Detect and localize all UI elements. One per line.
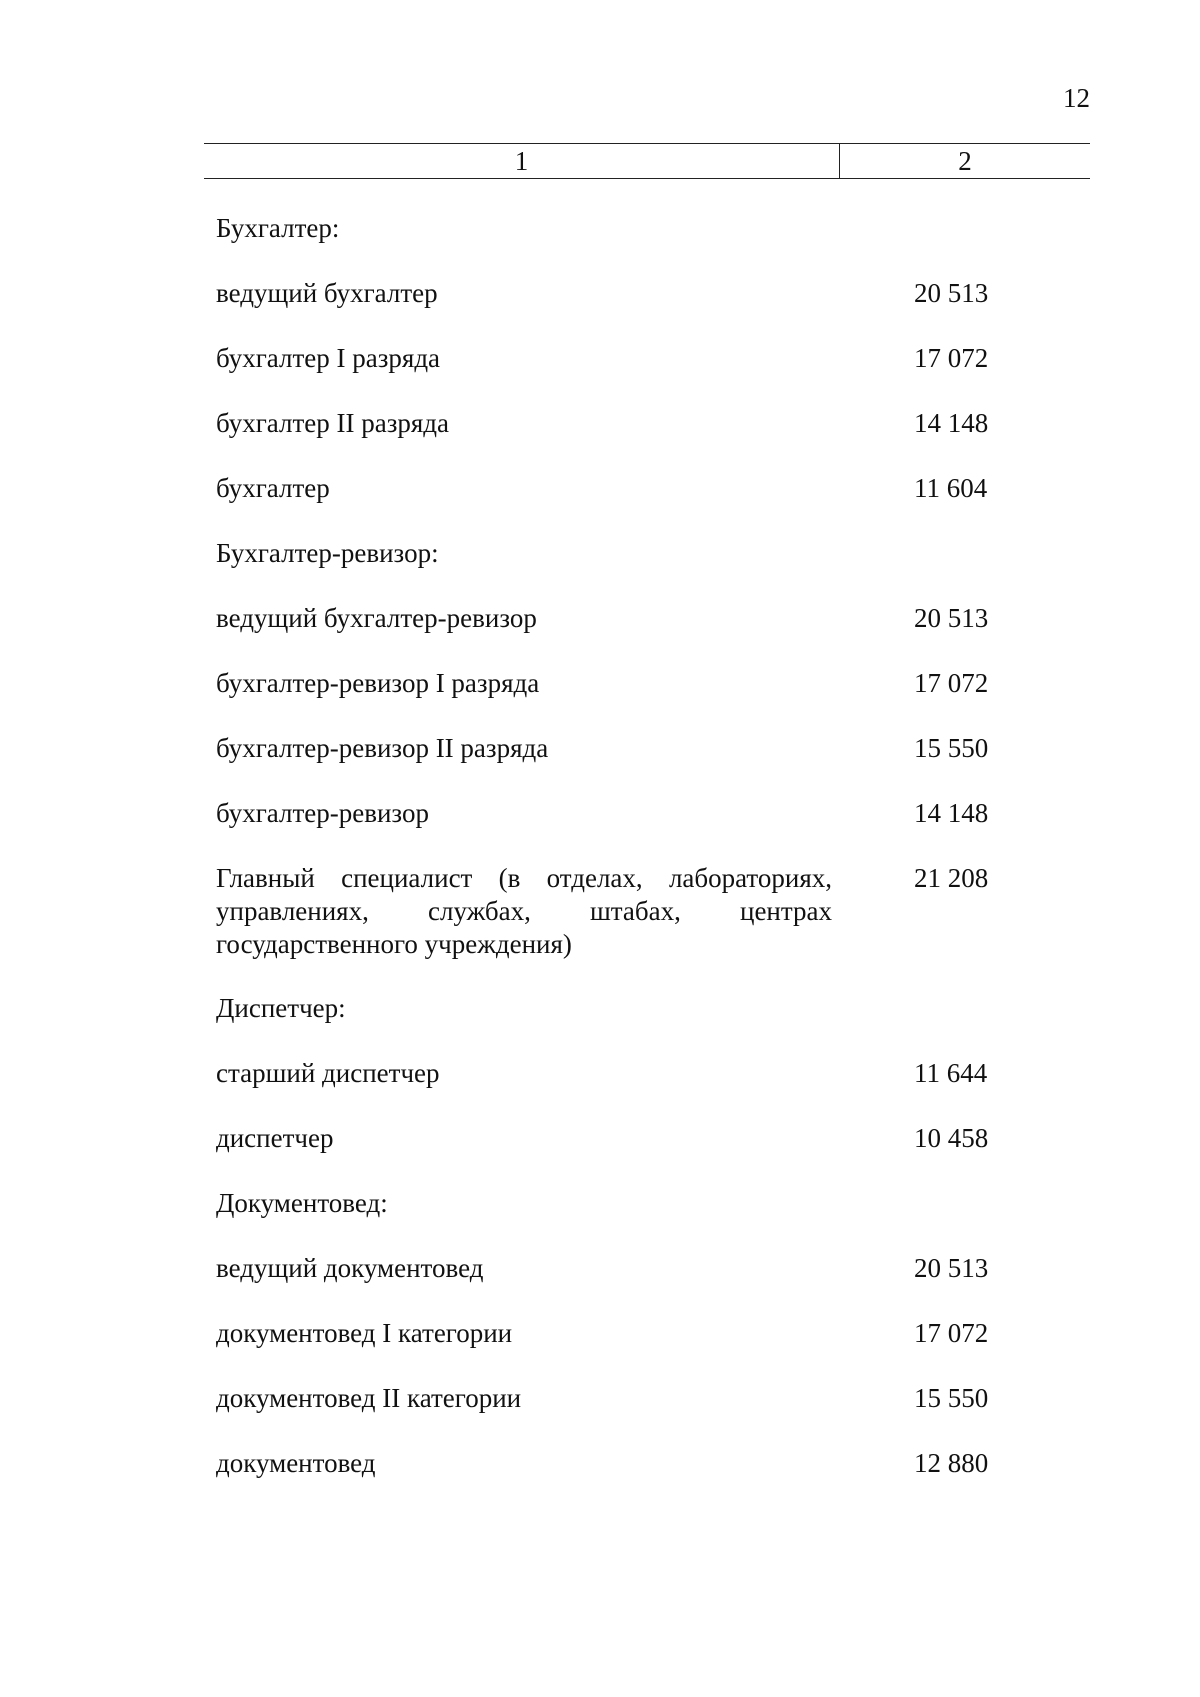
row-value: 12 880 <box>914 1448 989 1478</box>
row-value: 20 513 <box>914 603 989 633</box>
row-label: диспетчер <box>216 1123 334 1153</box>
row-label: бухгалтер-ревизор I разряда <box>216 668 540 698</box>
row-label: документовед <box>216 1448 376 1478</box>
row-value: 15 550 <box>914 733 989 763</box>
row-value: 17 072 <box>914 343 989 373</box>
row-value: 14 148 <box>914 408 989 438</box>
page-number: 12 <box>1063 83 1090 113</box>
row-label: бухгалтер <box>216 473 330 503</box>
row-label: документовед II категории <box>216 1383 522 1413</box>
row-label: ведущий документовед <box>216 1253 484 1283</box>
row-label: бухгалтер I разряда <box>216 343 441 373</box>
row-label: Бухгалтер-ревизор: <box>216 538 439 568</box>
row-value: 17 072 <box>914 1318 989 1348</box>
row-label: ведущий бухгалтер-ревизор <box>216 603 537 633</box>
row-value: 11 604 <box>914 473 988 503</box>
row-value: 11 644 <box>914 1058 988 1088</box>
header-column-1: 1 <box>514 146 529 176</box>
row-value: 10 458 <box>914 1123 989 1153</box>
row-value: 20 513 <box>914 1253 989 1283</box>
row-value: 17 072 <box>914 668 989 698</box>
row-label: бухгалтер-ревизор II разряда <box>216 733 549 763</box>
row-label: Документовед: <box>216 1188 388 1218</box>
row-label: Бухгалтер: <box>216 213 340 243</box>
row-label: бухгалтер-ревизор <box>216 798 429 828</box>
row-label: документовед I категории <box>216 1318 513 1348</box>
header-top-rule <box>204 143 1090 144</box>
row-value: 20 513 <box>914 278 989 308</box>
row-label: бухгалтер II разряда <box>216 408 450 438</box>
row-value: 14 148 <box>914 798 989 828</box>
row-value: 21 208 <box>914 863 989 893</box>
row-label: ведущий бухгалтер <box>216 278 438 308</box>
row-value: 15 550 <box>914 1383 989 1413</box>
header-column-2: 2 <box>958 146 972 176</box>
row-label: Главный специалист (в отделах, лабораториях, управлениях, службах, штабах, центрах государственного учреждения) <box>216 863 832 959</box>
header-bottom-rule <box>204 178 1090 179</box>
row-label: старший диспетчер <box>216 1058 440 1088</box>
row-label: Диспетчер: <box>216 993 346 1023</box>
table-header <box>204 143 1090 179</box>
